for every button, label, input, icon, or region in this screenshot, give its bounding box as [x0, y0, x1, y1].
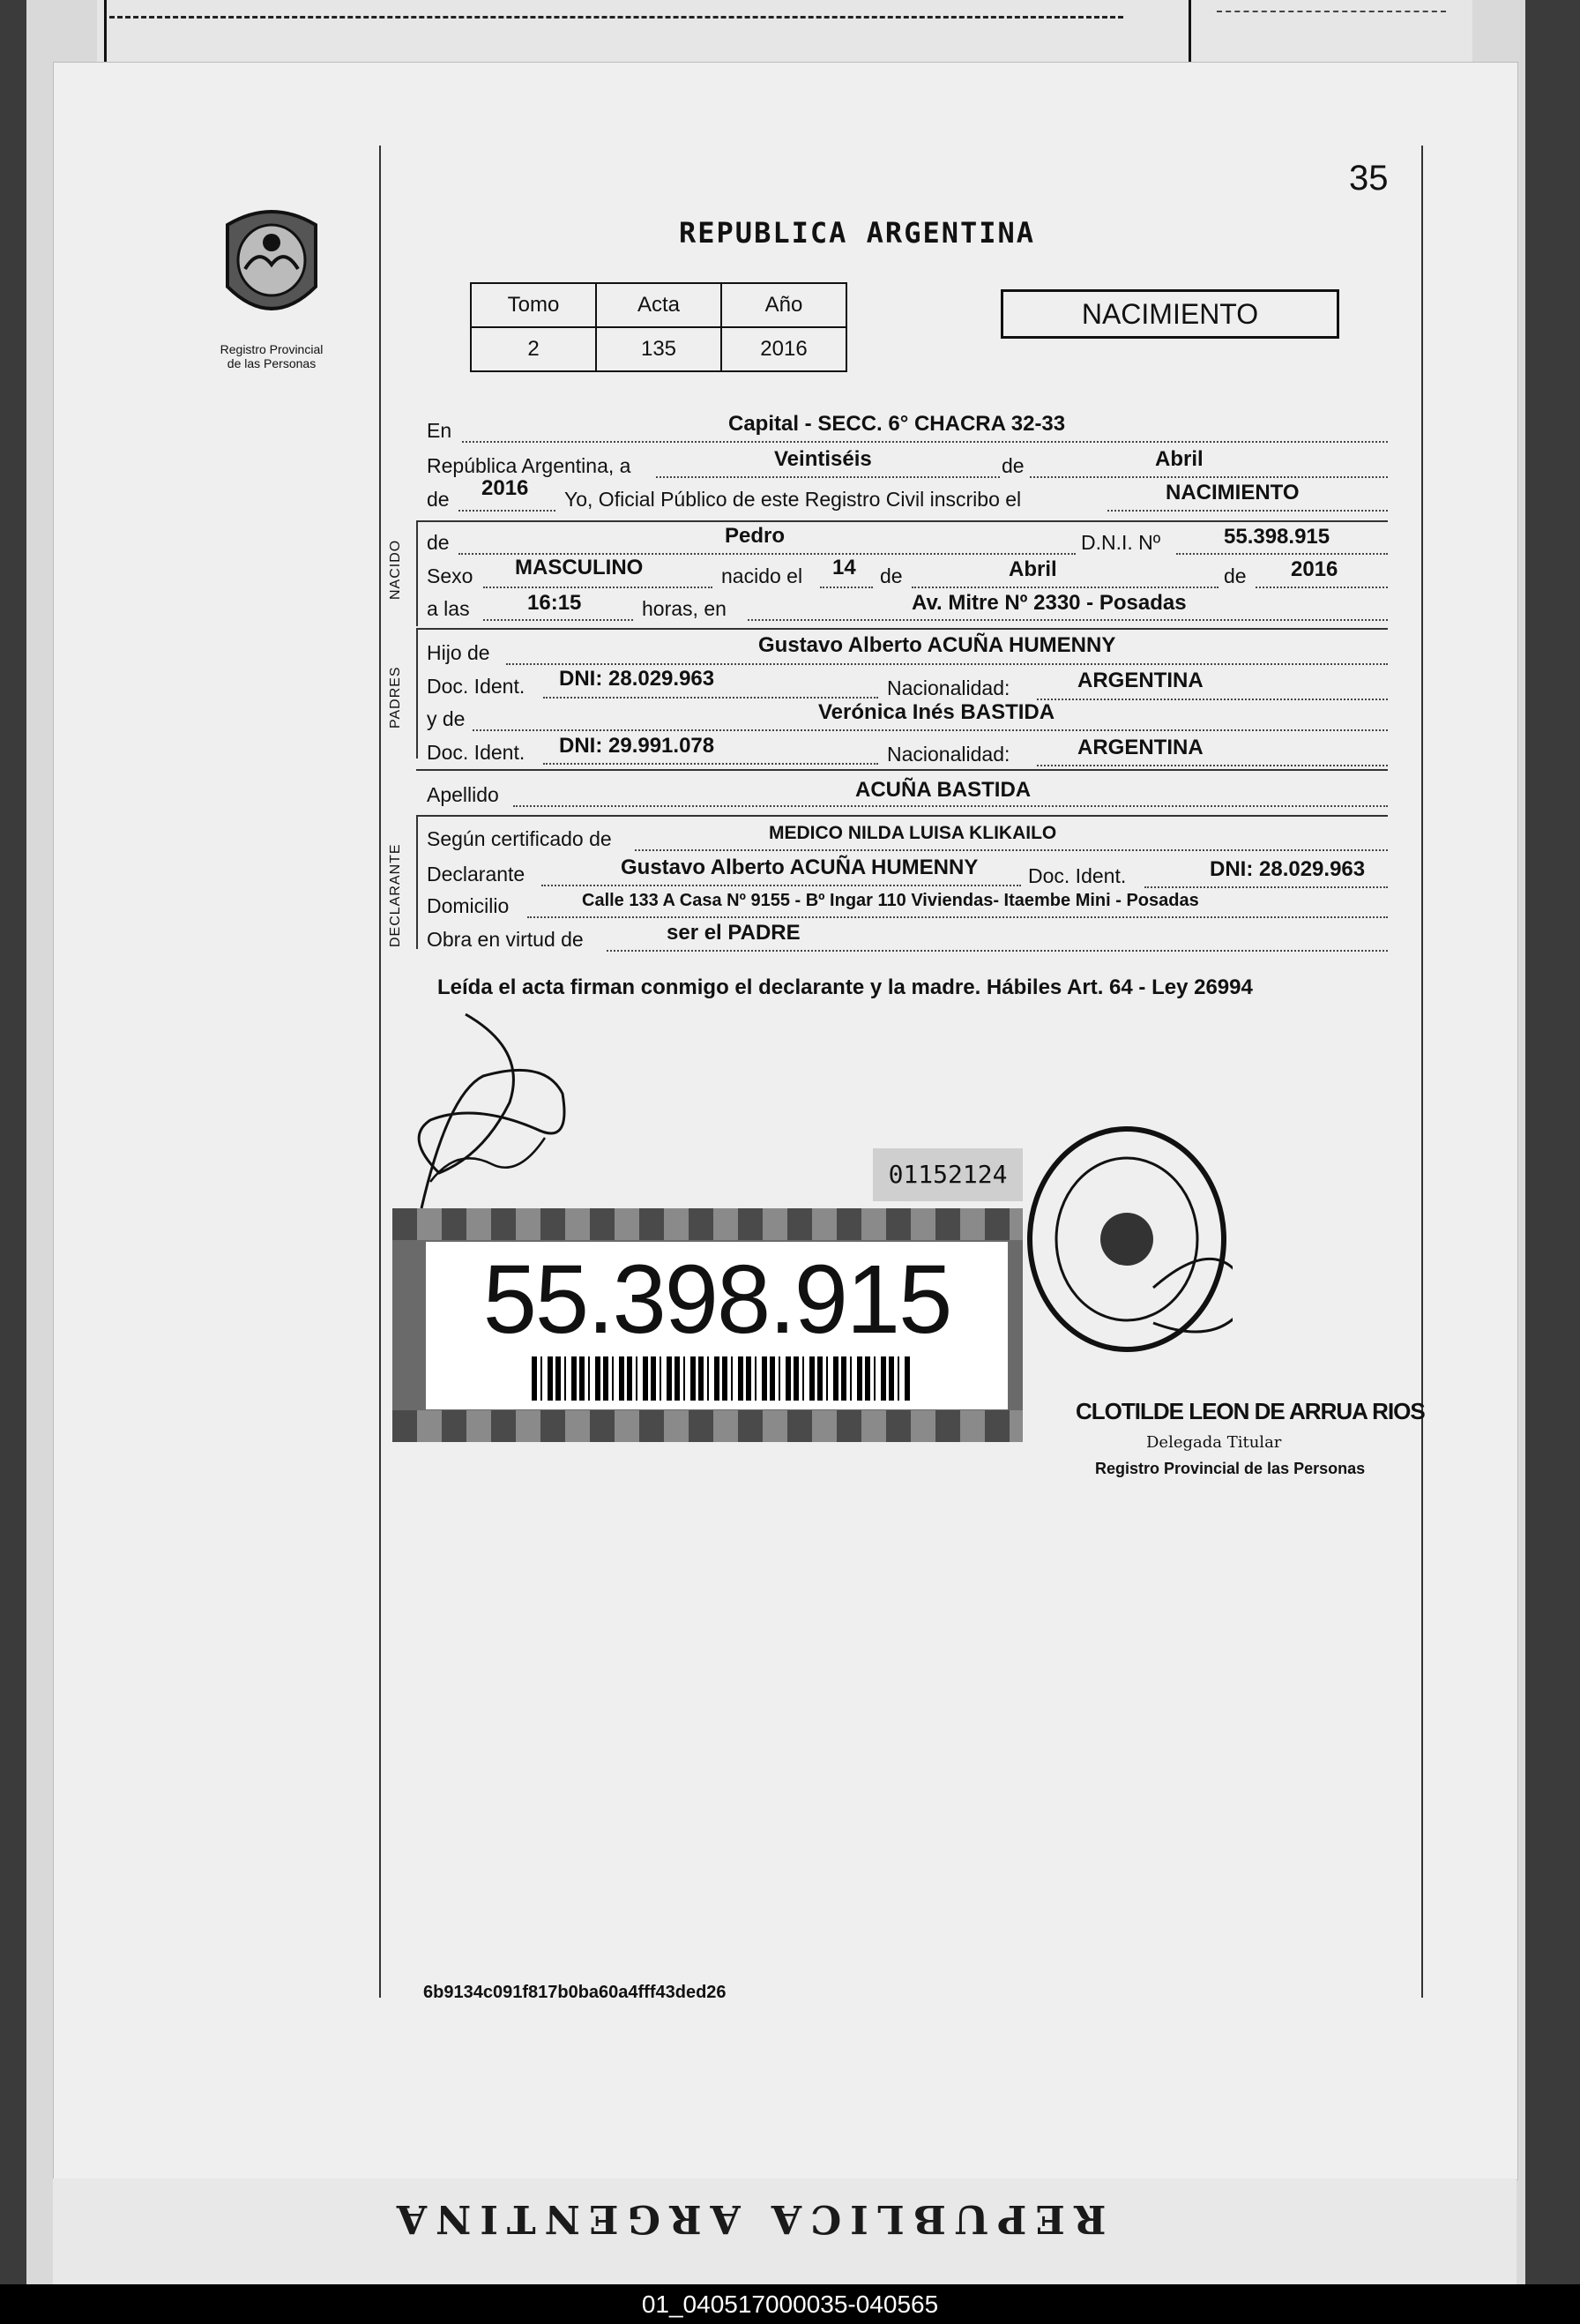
value-registered-act: NACIMIENTO	[1166, 481, 1300, 504]
label-domicilio: Domicilio	[427, 894, 510, 917]
next-page-strip	[53, 2178, 1517, 2284]
label-doc-ident-3: Doc. Ident.	[1028, 864, 1127, 887]
label-doc-ident-1: Doc. Ident.	[427, 675, 525, 698]
label-horas-en: horas, en	[642, 597, 727, 620]
provincial-seal	[201, 198, 342, 370]
signatory-name: CLOTILDE LEON DE ARRUA RIOS	[1076, 1398, 1425, 1424]
header-anio: Año	[721, 283, 846, 327]
value-father-doc: DNI: 28.029.963	[559, 667, 715, 691]
value-sex: MASCULINO	[515, 556, 644, 579]
label-de-1: de	[1002, 454, 1025, 477]
value-month: Abril	[1155, 447, 1204, 471]
value-certificate: MEDICO NILDA LUISA KLIKAILO	[769, 823, 1057, 843]
label-apellido: Apellido	[427, 783, 499, 806]
value-birth-year: 2016	[1291, 557, 1338, 581]
value-mother-doc: DNI: 29.991.078	[559, 734, 715, 758]
header-tomo: Tomo	[471, 283, 596, 327]
page-number: 35	[1349, 159, 1389, 198]
misiones-crest-icon	[219, 198, 324, 331]
value-birth-day: 14	[832, 556, 856, 579]
label-doc-ident-2: Doc. Ident.	[427, 741, 525, 764]
document-hash: 6b9134c091f817b0ba60a4fff43ded26	[423, 1983, 727, 2002]
label-sexo: Sexo	[427, 564, 473, 587]
value-surname: ACUÑA BASTIDA	[855, 778, 1032, 802]
label-de-5: de	[1224, 564, 1247, 587]
value-anio: 2016	[721, 327, 846, 371]
label-declarante: Declarante	[427, 863, 525, 886]
closing-statement: Leída el acta firman conmigo el declarante y la madre. Hábiles Art. 64 - Ley 26994	[437, 975, 1253, 999]
mirrored-title: REPUBLICA ARGENTINA	[388, 2196, 1107, 2241]
label-de-3: de	[427, 531, 450, 554]
document-title: REPUBLICA ARGENTINA	[679, 216, 1036, 250]
label-nacido-el: nacido el	[721, 564, 803, 587]
value-acta: 135	[596, 327, 721, 371]
dni-sticker	[392, 1208, 1023, 1442]
value-declarant-doc: DNI: 28.029.963	[1210, 857, 1366, 881]
value-day: Veintiséis	[774, 447, 872, 471]
side-label-padres: PADRES	[388, 666, 403, 729]
value-birth-time: 16:15	[527, 591, 582, 615]
file-id-bar: 01_040517000035-040565	[0, 2284, 1580, 2324]
value-birth-month: Abril	[1009, 557, 1057, 581]
serial-number: 01152124	[873, 1148, 1023, 1201]
value-tomo: 2	[471, 327, 596, 371]
label-segun: Según certificado de	[427, 827, 612, 850]
birth-certificate-page	[53, 62, 1518, 2180]
value-name: Pedro	[725, 524, 786, 548]
side-label-declarante: DECLARANTE	[388, 843, 403, 947]
signatory-role: Delegada Titular	[1146, 1433, 1282, 1452]
label-nacionalidad-1: Nacionalidad:	[887, 676, 1010, 699]
value-dni: 55.398.915	[1224, 525, 1330, 549]
header-acta: Acta	[596, 283, 721, 327]
label-yo: Yo, Oficial Público de este Registro Civil inscribo el	[564, 488, 1022, 511]
value-year: 2016	[481, 476, 529, 500]
label-hijo-de: Hijo de	[427, 641, 490, 664]
barcode	[532, 1356, 911, 1401]
previous-page-strip	[97, 0, 1472, 64]
value-father-nationality: ARGENTINA	[1077, 669, 1204, 692]
value-place: Capital - SECC. 6° CHACRA 32-33	[728, 412, 1066, 436]
dni-sticker-number: 55.398.915	[482, 1245, 951, 1354]
label-de-2: de	[427, 488, 450, 511]
label-republica: República Argentina, a	[427, 454, 631, 477]
label-obra: Obra en virtud de	[427, 928, 584, 951]
side-label-nacido: NACIDO	[388, 539, 403, 600]
label-en: En	[427, 419, 452, 442]
label-nacionalidad-2: Nacionalidad:	[887, 743, 1010, 766]
label-a-las: a las	[427, 597, 470, 620]
value-mother-nationality: ARGENTINA	[1077, 736, 1204, 759]
value-birth-place: Av. Mitre Nº 2330 - Posadas	[912, 591, 1187, 615]
label-dni: D.N.I. Nº	[1081, 531, 1161, 554]
handwritten-signature	[395, 997, 607, 1217]
value-father: Gustavo Alberto ACUÑA HUMENNY	[758, 633, 1116, 657]
seal-caption: Registro Provincial de las Personas	[220, 342, 324, 370]
act-type-box: NACIMIENTO	[1001, 289, 1339, 339]
value-reason: ser el PADRE	[667, 921, 801, 945]
official-stamp	[1021, 1120, 1233, 1358]
dni-label	[426, 1242, 1008, 1409]
label-y-de: y de	[427, 707, 466, 730]
volume-act-year-table	[470, 282, 847, 372]
signatory-office: Registro Provincial de las Personas	[1095, 1460, 1366, 1477]
value-mother: Verónica Inés BASTIDA	[818, 700, 1055, 724]
value-address: Calle 133 A Casa Nº 9155 - Bº Ingar 110 Viviendas- Itaembe Mini - Posadas	[582, 891, 1199, 910]
value-declarant: Gustavo Alberto ACUÑA HUMENNY	[621, 856, 979, 879]
label-de-4: de	[880, 564, 903, 587]
